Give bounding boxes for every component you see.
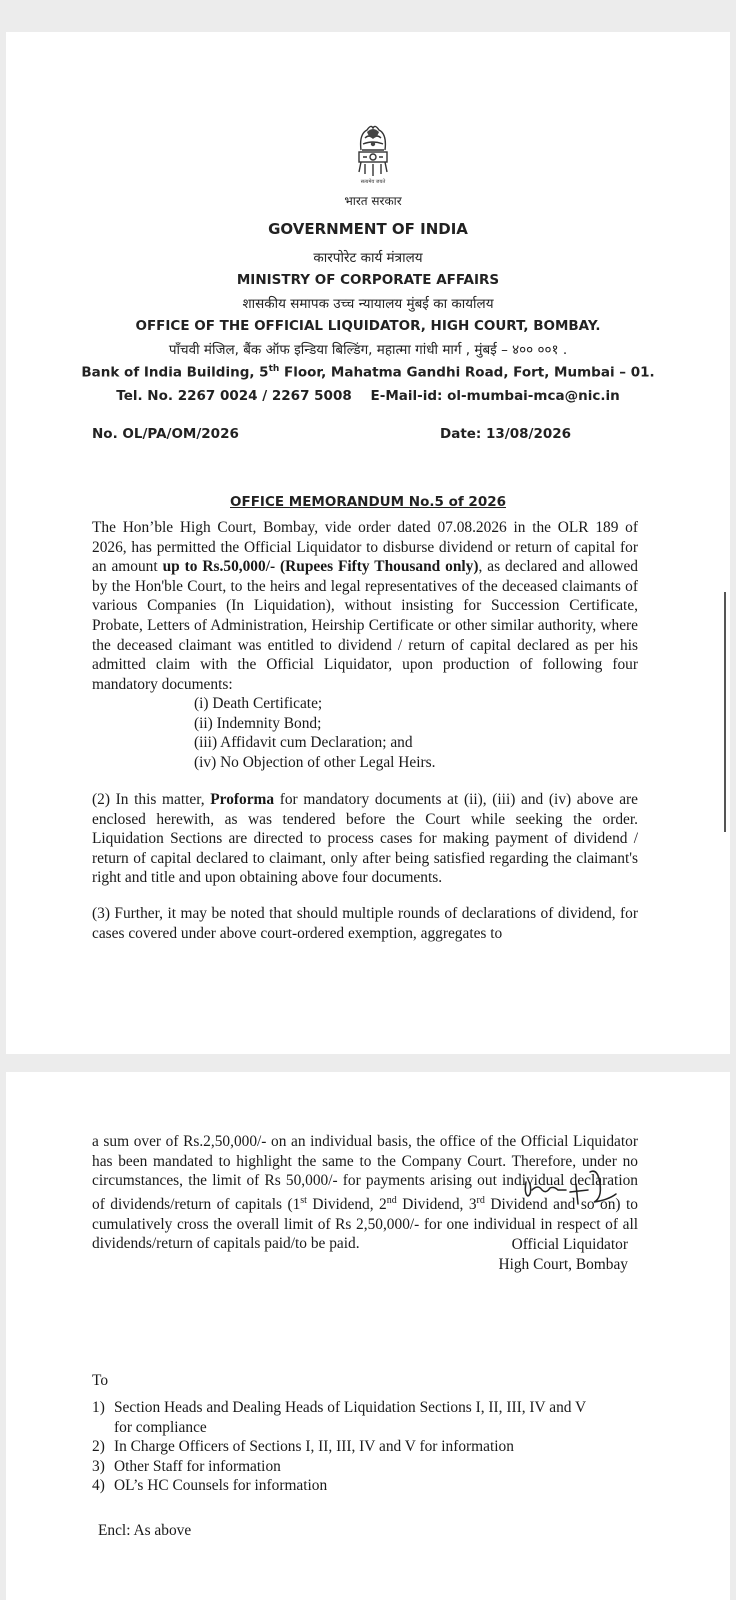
ministry-heading-hindi: कारपोरेट कार्य मंत्रालय xyxy=(313,250,423,266)
scan-edge-line xyxy=(724,592,726,832)
memo-date: Date: 13/08/2026 xyxy=(440,426,572,442)
list-item: (i) Death Certificate; xyxy=(194,695,323,712)
list-item: (ii) Indemnity Bond; xyxy=(194,714,322,732)
list-item: 3) Other Staff for information xyxy=(92,1457,281,1475)
paragraph-2: (2) In this matter, Proforma for mandatory documents at (ii), (iii) and (iv) above are enclosed herewith, as was tendered before the Court while seeking the order. Liquidation Sections are directed to process cases for making payment of dividend / return of capital declared to claimant, only after being satisfied regarding the claimant's right and title and upon obtaining above four documents. xyxy=(92,791,639,887)
paragraph-4: a sum over of Rs.2,50,000/- on an individual basis, the office of the Official Liquidator has been mandated to highlight the same to the Company Court. Therefore, under no circumstances, the limit of Rs 50,000/- for payments arising out individual declaration of dividends/return of capitals (1st Dividend, 2nd Dividend, 3rd Dividend and so on) to cumulatively cross the overall limit of Rs 2,50,000/- for one individual in respect of all dividends/return of capitals paid/to be paid. xyxy=(92,1133,638,1253)
signatory-title: Official Liquidator xyxy=(511,1236,628,1253)
emblem-caption: भारत सरकार xyxy=(344,194,402,208)
memo-title: OFFICE MEMORANDUM No.5 of 2026 xyxy=(230,494,506,510)
signature-icon xyxy=(518,1164,618,1210)
list-item: 1) Section Heads and Dealing Heads of Liquidation Sections I, II, III, IV and V for compliance xyxy=(92,1399,587,1436)
distribution-list xyxy=(92,1398,642,1496)
to-label: To xyxy=(92,1372,109,1389)
office-heading: OFFICE OF THE OFFICIAL LIQUIDATOR, HIGH COURT, BOMBAY. xyxy=(135,318,601,334)
list-item: 4) OL’s HC Counsels for information xyxy=(92,1477,328,1495)
list-item: 2) In Charge Officers of Sections I, II, III, IV and V for information xyxy=(92,1438,514,1456)
document-page-1 xyxy=(6,32,730,1054)
office-heading-hindi: शासकीय समापक उच्च न्यायालय मुंबई का कार्यालय xyxy=(242,296,494,312)
address-english: Bank of India Building, 5th Floor, Mahatma Gandhi Road, Fort, Mumbai – 01. xyxy=(81,364,655,381)
list-item: (iii) Affidavit cum Declaration; and xyxy=(194,734,413,752)
address-hindi: पाँचवी मंजिल, बैंक ऑफ इन्डिया बिल्डिंग, महात्मा गांधी मार्ग , मुंबई – ४०० ००१ . xyxy=(168,342,568,358)
list-item: (iv) No Objection of other Legal Heirs. xyxy=(194,753,436,771)
contact-line: Tel. No. 2267 0024 / 2267 5008 E-Mail-id: ol-mumbai-mca@nic.in xyxy=(116,388,620,404)
document-page-2 xyxy=(6,1072,730,1600)
svg-text:सत्यमेव जयते: सत्यमेव जयते xyxy=(360,179,386,185)
signatory-court: High Court, Bombay xyxy=(498,1256,628,1273)
reference-number: No. OL/PA/OM/2026 xyxy=(92,426,239,442)
ministry-heading: MINISTRY OF CORPORATE AFFAIRS xyxy=(236,272,500,288)
enclosure-note: Encl: As above xyxy=(98,1522,192,1539)
paragraph-1: The Hon’ble High Court, Bombay, vide order dated 07.08.2026 in the OLR 189 of 2026, has permitted the Official Liquidator to disburse dividend or return of capital for an amount up to Rs.50,000/- (Rupees Fifty Thousand only), as declared and allowed by the Hon'ble Court, to the heirs and legal representatives of the deceased claimants of various Companies (In Liquidation), without insisting for Succession Certificate, Probate, Letters of Administration, Heirship Certificate or other similar authority, where the deceased claimant was entitled to dividend / return of capital declared as per his admitted claim with the Official Liquidator, upon production of following four mandatory documents: xyxy=(92,519,638,693)
national-emblem-icon xyxy=(351,122,395,186)
paragraph-3: (3) Further, it may be noted that should multiple rounds of declarations of dividend, for cases covered under above court-ordered exemption, aggregates to xyxy=(92,905,638,942)
government-heading: GOVERNMENT OF INDIA xyxy=(268,220,468,238)
mandatory-documents-list xyxy=(194,694,435,772)
